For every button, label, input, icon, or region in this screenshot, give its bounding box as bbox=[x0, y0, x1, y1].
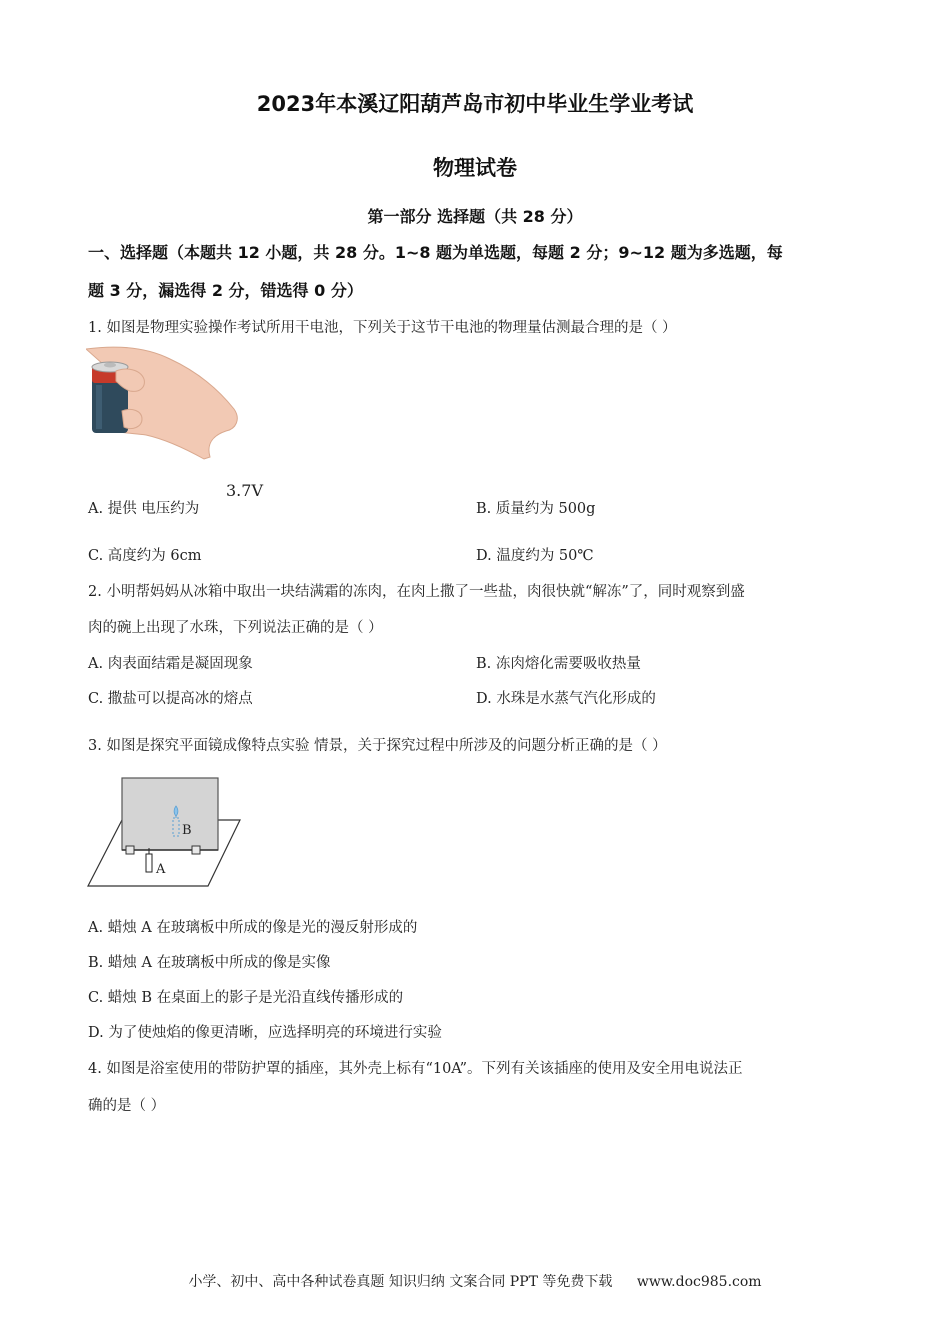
q1-option-a[interactable]: A. 提供 电压约为 bbox=[88, 501, 200, 517]
figure-label-b: B bbox=[182, 823, 192, 838]
q1-option-b[interactable]: B. 质量约为 500g bbox=[476, 501, 596, 517]
page-footer bbox=[0, 1271, 950, 1291]
footer-text: 小学、初中、高中各种试卷真题 知识归纳 文案合同 PPT 等免费下载 bbox=[188, 1274, 613, 1290]
exam-title: 2023年本溪辽阳葫芦岛市初中毕业生学业考试 bbox=[256, 92, 694, 116]
plane-mirror-figure bbox=[86, 776, 244, 890]
q1-option-c[interactable]: C. 高度约为 6cm bbox=[88, 548, 202, 564]
q1-stem: 1. 如图是物理实验操作考试所用干电池，下列关于这节干电池的物理量估测最合理的是（ ） bbox=[88, 320, 677, 336]
q2-option-d[interactable]: D. 水珠是水蒸气汽化形成的 bbox=[476, 691, 656, 707]
part-heading: 第一部分 选择题（共 28 分） bbox=[367, 207, 583, 226]
q2-stem-line1: 2. 小明帮妈妈从冰箱中取出一块结满霜的冻肉，在肉上撒了一些盐，肉很快就“解冻”了，同时观察到盛 bbox=[88, 584, 745, 600]
figure-label-a: A bbox=[156, 862, 166, 877]
q1-option-d[interactable]: D. 温度约为 50℃ bbox=[476, 548, 594, 564]
q3-stem: 3. 如图是探究平面镜成像特点实验 情景，关于探究过程中所涉及的问题分析正确的是（ ） bbox=[88, 738, 667, 754]
section-heading-line1: 一、选择题（本题共 12 小题，共 28 分。1~8 题为单选题，每题 2 分；9~12 题为多选题，每 bbox=[88, 243, 783, 262]
q2-stem-line2: 肉的碗上出现了水珠，下列说法正确的是（ ） bbox=[88, 620, 383, 636]
q2-option-c[interactable]: C. 撒盐可以提高冰的熔点 bbox=[88, 691, 253, 707]
section-heading-line2: 题 3 分，漏选得 2 分，错选得 0 分） bbox=[88, 281, 363, 300]
q3-option-d[interactable]: D. 为了使烛焰的像更清晰，应选择明亮的环境进行实验 bbox=[88, 1025, 442, 1041]
q3-option-c[interactable]: C. 蜡烛 B 在桌面上的影子是光沿直线传播形成的 bbox=[88, 990, 404, 1006]
q4-stem-line2: 确的是（ ） bbox=[88, 1098, 166, 1114]
q3-option-a[interactable]: A. 蜡烛 A 在玻璃板中所成的像是光的漫反射形成的 bbox=[88, 920, 418, 936]
battery-in-hand-figure bbox=[86, 345, 242, 463]
subject-title: 物理试卷 bbox=[433, 156, 517, 180]
q1-voltage-label: 3.7V bbox=[226, 481, 263, 500]
footer-site-link[interactable]: www.doc985.com bbox=[636, 1274, 762, 1290]
q3-option-b[interactable]: B. 蜡烛 A 在玻璃板中所成的像是实像 bbox=[88, 955, 331, 971]
q2-option-a[interactable]: A. 肉表面结霜是凝固现象 bbox=[88, 656, 253, 672]
q4-stem-line1: 4. 如图是浴室使用的带防护罩的插座，其外壳上标有“10A”。下列有关该插座的使用及安全用电说法正 bbox=[88, 1061, 743, 1077]
q2-option-b[interactable]: B. 冻肉熔化需要吸收热量 bbox=[476, 656, 641, 672]
